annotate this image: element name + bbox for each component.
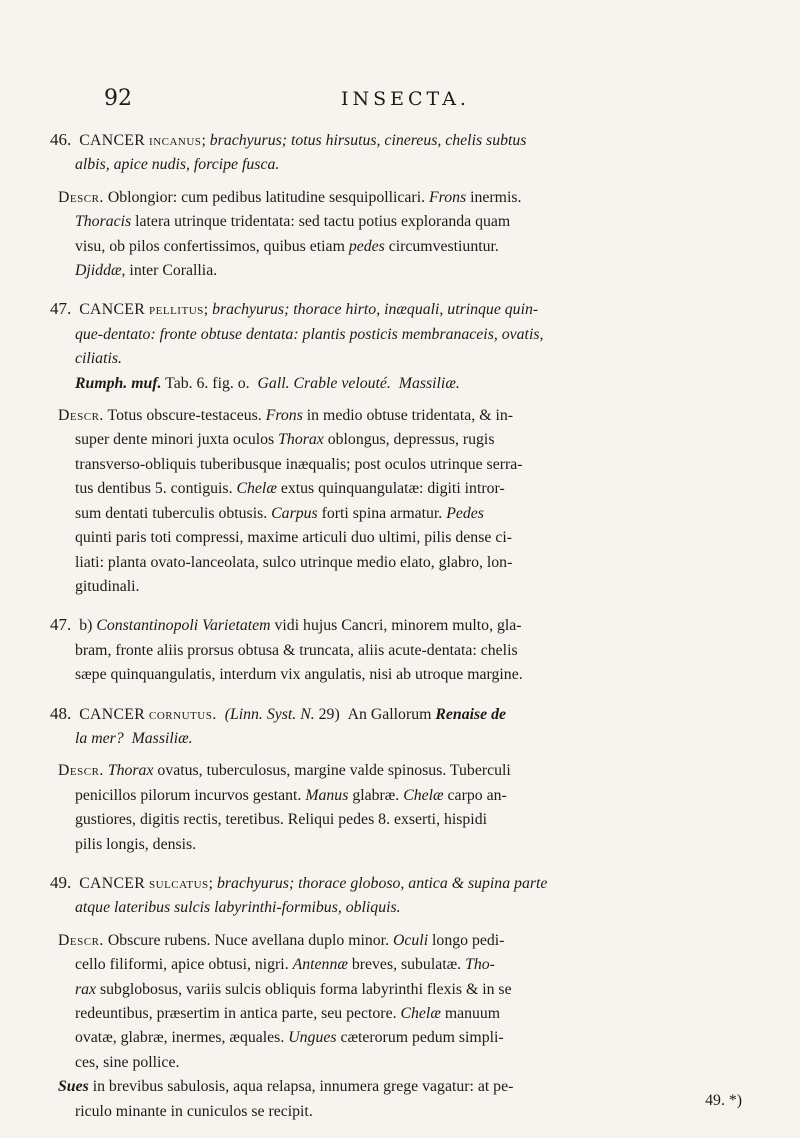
diagnosis: brachyurus; thorace hirto, inæquali, utrinque quin- bbox=[212, 301, 539, 319]
entry-number: 49. bbox=[50, 872, 72, 892]
text: Oblongior: cum pedibus latitudine sesquipollicari. bbox=[107, 188, 426, 206]
entry-47-description bbox=[50, 404, 750, 599]
text: redeuntibus, præsertim in antica parte, seu pectore. bbox=[75, 1005, 397, 1022]
reference: N. bbox=[300, 705, 315, 723]
text: ces, sine pollice. bbox=[75, 1053, 180, 1071]
reference: Syst. bbox=[266, 705, 297, 723]
reference: Tab. 6. fig. o. bbox=[165, 374, 250, 392]
descr-label: Descr. bbox=[58, 762, 104, 780]
entry-number: 48. bbox=[50, 703, 72, 723]
entry-number: 47. bbox=[50, 299, 72, 319]
text: quinti paris toti compressi, maxime articuli duo ultimi, pilis dense ci- bbox=[75, 529, 512, 547]
term: Pedes bbox=[446, 504, 484, 522]
text: pilis longis, densis. bbox=[75, 835, 197, 853]
text: longo pedi- bbox=[432, 931, 505, 949]
text: extus quinquangulatæ: digiti intror- bbox=[280, 480, 505, 498]
entry-46-description bbox=[50, 186, 750, 284]
text: inermis. bbox=[470, 188, 522, 206]
entry-46-heading: 46. CANCER incanus; brachyurus; totus hirsutus, cinereus, chelis subtus albis, apice nudis, forcipe fusca. bbox=[50, 130, 527, 174]
text: ovatæ, glabræ, inermes, æquales. bbox=[75, 1029, 285, 1047]
text: circumvestiuntur. bbox=[388, 237, 499, 255]
diagnosis: brachyurus; totus hirsutus, cinereus, chelis subtus bbox=[209, 132, 527, 149]
genus: CANCER bbox=[79, 301, 146, 319]
term: Sues bbox=[58, 1078, 89, 1096]
diagnosis: albis, apice nudis, forcipe fusca. bbox=[75, 156, 280, 174]
text: in brevibus sabulosis, aqua relapsa, innumera grege vagatur: at pe- bbox=[92, 1078, 514, 1096]
text: in medio obtuse tridentata, & in- bbox=[306, 407, 513, 425]
text: An Gallorum bbox=[347, 705, 432, 723]
entry-49-heading: 49. CANCER sulcatus; brachyurus; thorace globoso, antica & supina parte atque lateribus sulcis labyrinthi-formibus, obliquis. bbox=[50, 872, 548, 917]
text: ovatus, tuberculosus, margine valde spinosus. Tuberculi bbox=[157, 762, 511, 780]
text: sum dentati tuberculis obtusis. bbox=[75, 504, 268, 522]
text: breves, subulatæ. bbox=[351, 956, 462, 974]
genus: CANCER bbox=[79, 705, 146, 723]
descr-label: Descr. bbox=[58, 931, 104, 949]
term: Oculi bbox=[392, 931, 429, 949]
vernacular-name: Gall. Crable velouté. bbox=[257, 374, 391, 392]
entry-47b bbox=[50, 613, 750, 687]
term: Varietatem bbox=[202, 617, 271, 635]
entry-48-heading bbox=[50, 702, 750, 752]
locality: Constantinopoli bbox=[96, 617, 199, 635]
species: incanus bbox=[149, 132, 202, 149]
text: bram, fronte aliis prorsus obtusa & truncata, aliis acute-dentata: chelis bbox=[75, 641, 518, 659]
entry-number: 47. bbox=[50, 615, 72, 635]
term: Thorax bbox=[278, 431, 324, 449]
locality: Massiliæ. bbox=[398, 374, 460, 392]
term: Carpus bbox=[271, 504, 318, 522]
text: visu, ob pilos confertissimos, quibus etiam bbox=[75, 237, 345, 255]
term: Chelæ bbox=[403, 786, 444, 804]
text: gitudinali. bbox=[75, 577, 140, 595]
text: Totus obscure-testaceus. bbox=[107, 407, 262, 425]
vernacular-name: Renaise de bbox=[435, 705, 507, 723]
term: Frons bbox=[265, 407, 303, 425]
genus: CANCER bbox=[79, 132, 146, 149]
term: pedes bbox=[348, 237, 385, 255]
genus: CANCER bbox=[79, 874, 146, 892]
diagnosis: atque lateribus sulcis labyrinthi-formibus, obliquis. bbox=[75, 899, 401, 917]
diagnosis: brachyurus; thorace globoso, antica & supina parte bbox=[217, 874, 548, 892]
descr-label: Descr. bbox=[58, 407, 104, 425]
text: cæterorum pedum simpli- bbox=[340, 1029, 504, 1047]
vernacular-name: la mer? bbox=[75, 729, 124, 747]
species: cornutus. bbox=[149, 705, 217, 723]
text: vidi hujus Cancri, minorem multo, gla- bbox=[274, 617, 522, 635]
locality: Massiliæ. bbox=[131, 729, 193, 747]
term: Manus bbox=[305, 786, 349, 804]
diagnosis: que-dentato: fronte obtuse dentata: plantis posticis membranaceis, ovatis, bbox=[75, 325, 544, 343]
text: subglobosus, variis sulcis obliquis forma labyrinthi flexis & in se bbox=[100, 980, 512, 998]
text: latera utrinque tridentata: sed tactu potius exploranda quam bbox=[135, 213, 511, 231]
text: super dente minori juxta oculos bbox=[75, 431, 275, 449]
term: Antennæ bbox=[292, 956, 348, 974]
running-title: INSECTA. bbox=[341, 88, 470, 110]
descr-label: Descr. bbox=[58, 188, 104, 206]
entry-47-heading: 47. CANCER pellitus; brachyurus; thorace hirto, inæquali, utrinque quin- que-dentato: fronte obtuse dentata: plantis posticis membranaceis, ovatis, ciliatis. Rumph. muf. Tab. 6. fig. o. Gall. Crable velouté. Massiliæ. bbox=[50, 299, 544, 392]
text: Obscure rubens. Nuce avellana duplo minor. bbox=[107, 931, 390, 949]
text: b) bbox=[79, 617, 93, 635]
entry-49-description bbox=[50, 929, 750, 1124]
diagnosis: ciliatis. bbox=[75, 350, 122, 368]
term: Thoracis bbox=[75, 213, 132, 231]
text: glabræ. bbox=[352, 786, 400, 804]
reference: (Linn. bbox=[224, 705, 263, 723]
entry-number: 46. bbox=[50, 130, 72, 149]
term: rax bbox=[75, 980, 97, 998]
text: sæpe quinquangulatis, interdum vix angulatis, nisi ab utroque margine. bbox=[75, 666, 523, 684]
text: gustiores, digitis rectis, teretibus. Reliqui pedes 8. exserti, hispidi bbox=[75, 811, 487, 829]
page-number: 92 bbox=[104, 86, 132, 111]
entry-48-description bbox=[50, 759, 750, 857]
text: tus dentibus 5. contiguis. bbox=[75, 480, 233, 498]
body-text bbox=[50, 128, 750, 1138]
term: Ungues bbox=[288, 1029, 337, 1047]
text: transverso-obliquis tuberibusque inæqualis; post oculos utrinque serra- bbox=[75, 455, 523, 473]
term: Tho- bbox=[465, 956, 495, 974]
term: Chelæ bbox=[236, 480, 277, 498]
term: Chelæ bbox=[400, 1005, 441, 1022]
species: pellitus bbox=[149, 301, 204, 319]
locality: Djiddæ bbox=[75, 262, 122, 280]
species: sulcatus bbox=[149, 874, 209, 892]
text: penicillos pilorum incurvos gestant. bbox=[75, 786, 302, 804]
term: Thorax bbox=[107, 762, 154, 780]
text: , inter Corallia. bbox=[121, 262, 218, 280]
text: oblongus, depressus, rugis bbox=[327, 431, 495, 449]
text: manuum bbox=[444, 1005, 501, 1022]
text: cello filiformi, apice obtusi, nigri. bbox=[75, 956, 289, 974]
text: liati: planta ovato-lanceolata, sulco utrinque medio elato, glabro, lon- bbox=[75, 553, 513, 571]
reference: Rumph. muf. bbox=[75, 374, 162, 392]
catchword: 49. *) bbox=[705, 1092, 742, 1109]
running-head bbox=[104, 86, 740, 116]
term: Frons bbox=[428, 188, 467, 206]
text: carpo an- bbox=[447, 786, 507, 804]
text: riculo minante in cuniculos se recipit. bbox=[75, 1102, 313, 1120]
reference: 29) bbox=[318, 705, 340, 723]
text: forti spina armatur. bbox=[321, 504, 443, 522]
